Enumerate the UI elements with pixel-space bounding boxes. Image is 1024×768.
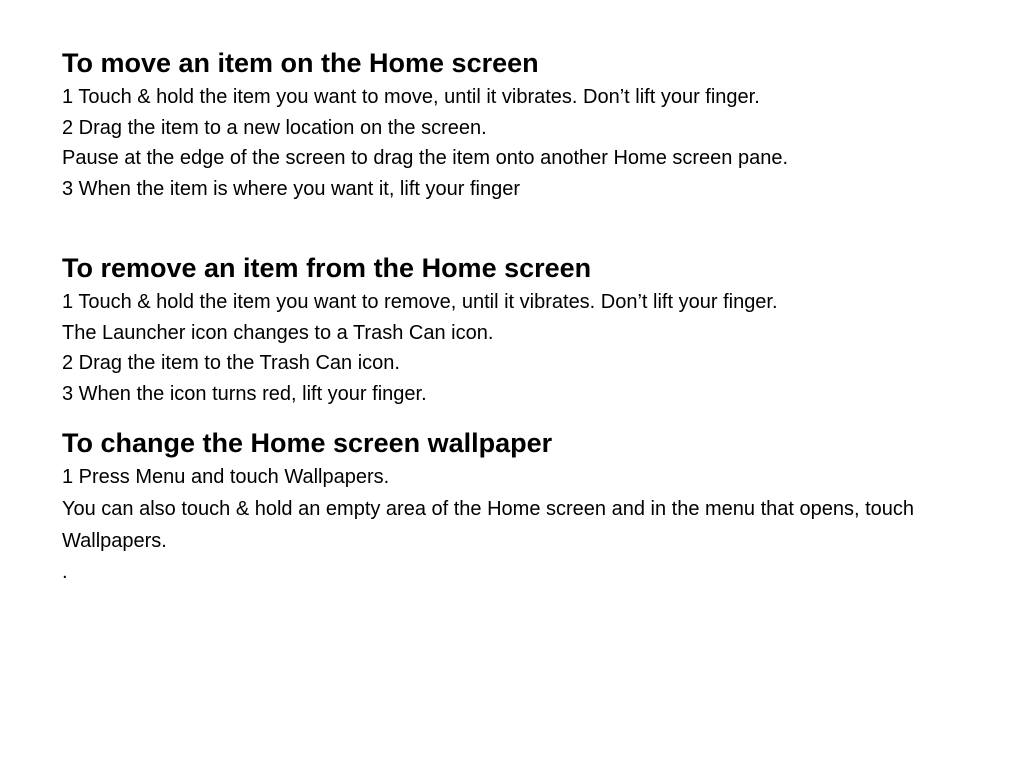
instruction-line: You can also touch & hold an empty area of the Home screen and in the menu that opens, touch Wallpapers. bbox=[62, 497, 915, 552]
instruction-line: 1 Touch & hold the item you want to remove, until it vibrates. Don’t lift your finger. bbox=[62, 291, 778, 313]
section-heading: To move an item on the Home screen bbox=[62, 48, 539, 78]
instruction-line: 3 When the icon turns red, lift your finger. bbox=[62, 382, 427, 405]
instruction-line: 2 Drag the item to the Trash Can icon. bbox=[62, 352, 400, 374]
section-change-wallpaper bbox=[62, 424, 962, 587]
instruction-line: 1 Touch & hold the item you want to move, until it vibrates. Don’t lift your finger. bbox=[62, 86, 760, 108]
section-remove-item bbox=[62, 249, 962, 409]
section-heading: To remove an item from the Home screen bbox=[62, 253, 592, 283]
trailing-dot: . bbox=[62, 560, 68, 583]
section-heading: To change the Home screen wallpaper bbox=[62, 428, 553, 458]
instruction-line: 1 Press Menu and touch Wallpapers. bbox=[62, 466, 390, 488]
instruction-line: Pause at the edge of the screen to drag the item onto another Home screen pane. bbox=[62, 147, 789, 169]
instruction-line: 3 When the item is where you want it, lift your finger bbox=[62, 177, 520, 200]
section-move-item bbox=[62, 44, 962, 204]
instruction-line: The Launcher icon changes to a Trash Can icon. bbox=[62, 321, 494, 344]
instruction-line: 2 Drag the item to a new location on the screen. bbox=[62, 116, 487, 139]
